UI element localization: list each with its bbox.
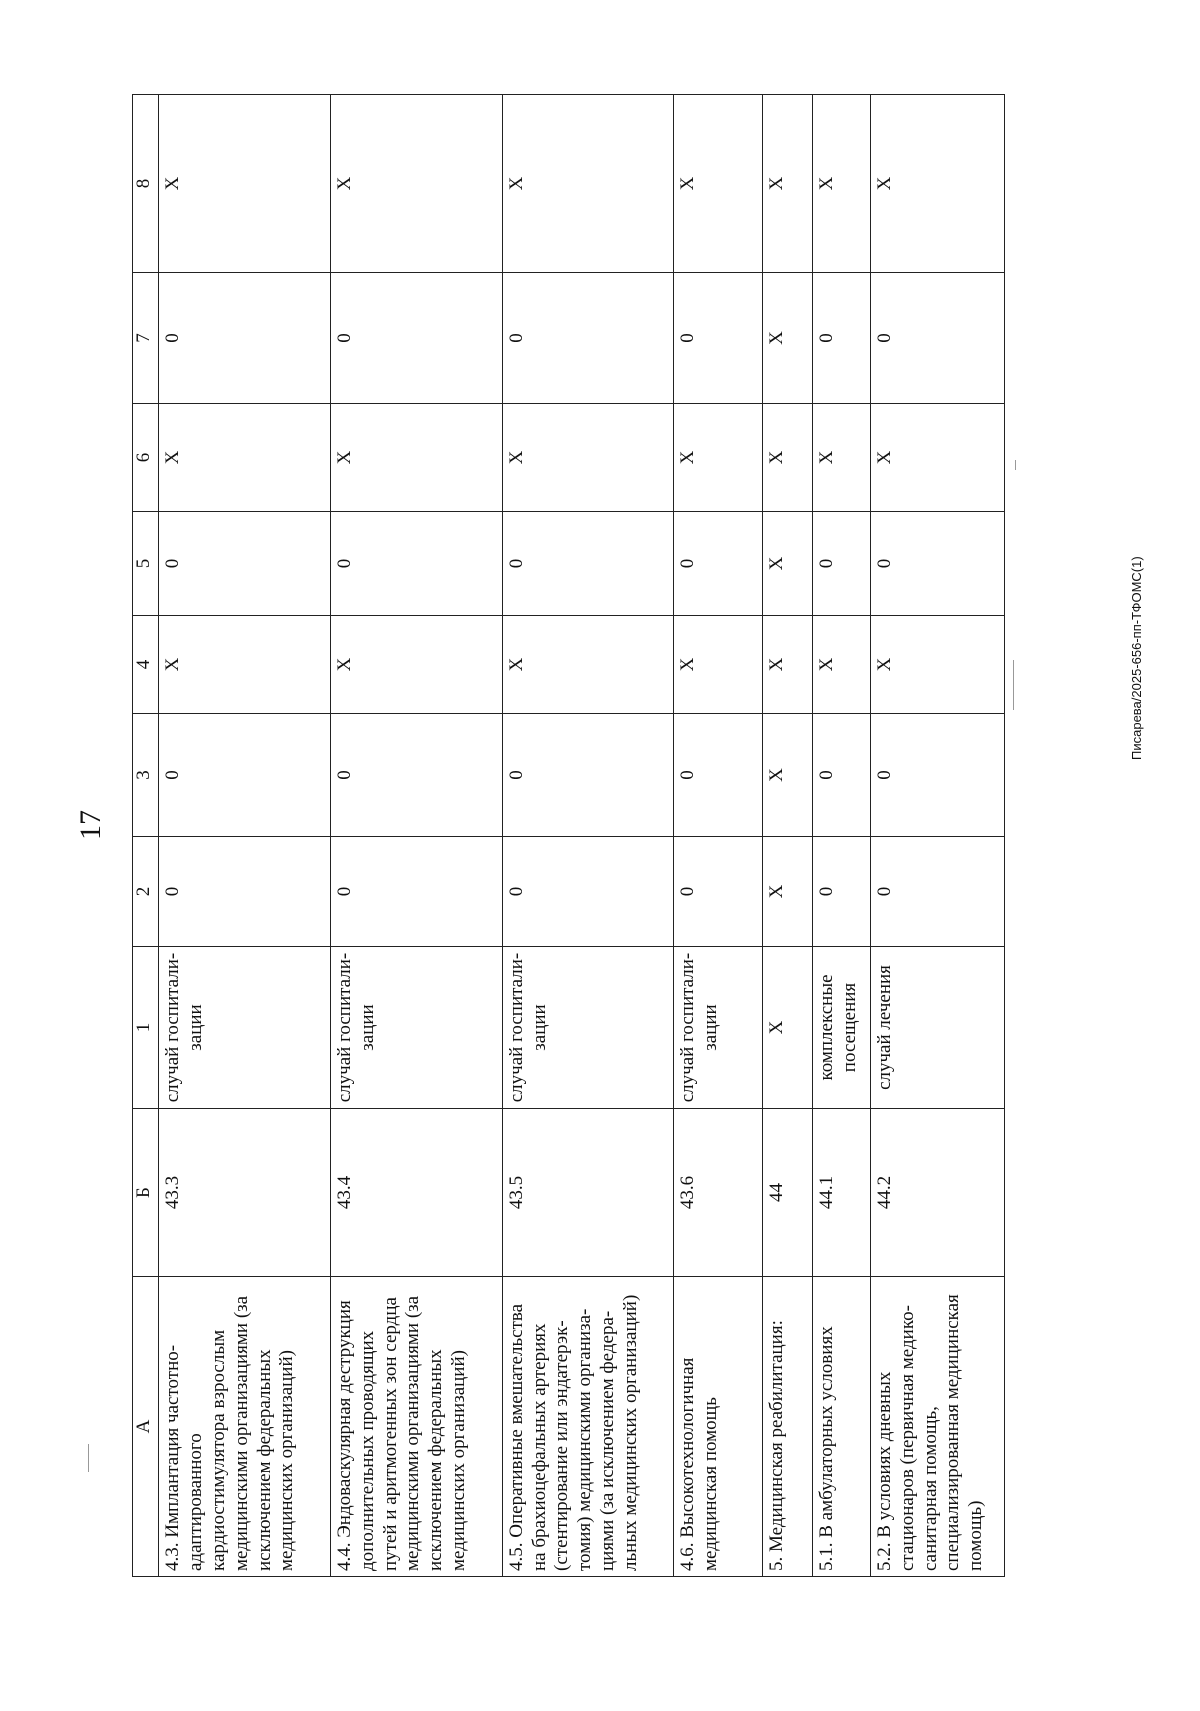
row-value: X — [762, 616, 812, 714]
row-value: X — [870, 95, 1004, 273]
row-code: 43.5 — [502, 1109, 674, 1277]
row-value: X — [674, 616, 763, 714]
row-value: 0 — [331, 837, 503, 947]
row-label: 4.3. Имплантация частотно-адаптированного кардиостимулятора взрослым медицинскими организациями (за исключением федеральных медицинских организаций) — [159, 1277, 331, 1577]
row-value: 0 — [159, 273, 331, 404]
row-label: 5. Медицинская реабилитация: — [762, 1277, 812, 1577]
row-unit: случай госпитали-зации — [159, 947, 331, 1109]
row-value: X — [331, 616, 503, 714]
row-value: X — [674, 404, 763, 512]
row-value: X — [331, 95, 503, 273]
table-row — [674, 95, 763, 1577]
row-unit: случай госпитали-зации — [331, 947, 503, 1109]
row-value: X — [159, 404, 331, 512]
row-value: 0 — [870, 837, 1004, 947]
table-row — [502, 95, 674, 1577]
table-header-cell: 5 — [133, 512, 159, 616]
row-value: X — [762, 95, 812, 273]
row-value: 0 — [502, 512, 674, 616]
row-value: X — [762, 837, 812, 947]
row-value: 0 — [502, 714, 674, 837]
row-value: 0 — [331, 714, 503, 837]
row-value: 0 — [812, 512, 870, 616]
row-label: 5.1. В амбулаторных условиях — [812, 1277, 870, 1577]
table-row — [870, 95, 1004, 1577]
row-value: 0 — [331, 273, 503, 404]
row-value: X — [502, 95, 674, 273]
row-value: 0 — [502, 837, 674, 947]
scan-mark — [1015, 460, 1016, 470]
table-row — [331, 95, 503, 1577]
row-value: X — [331, 404, 503, 512]
row-value: 0 — [159, 837, 331, 947]
rotated-table-container — [132, 95, 1005, 1577]
row-value: 0 — [812, 714, 870, 837]
row-value: X — [812, 616, 870, 714]
table-row — [812, 95, 870, 1577]
table-header-cell: Б — [133, 1109, 159, 1277]
table-header-cell: А — [133, 1277, 159, 1577]
row-value: 0 — [812, 837, 870, 947]
row-value: X — [812, 404, 870, 512]
table-header-cell: 2 — [133, 837, 159, 947]
row-value: X — [674, 95, 763, 273]
row-value: X — [870, 404, 1004, 512]
row-value: X — [762, 714, 812, 837]
table-row — [159, 95, 331, 1577]
table-header-cell: 4 — [133, 616, 159, 714]
row-value: X — [762, 404, 812, 512]
row-value: X — [159, 95, 331, 273]
row-value: 0 — [674, 512, 763, 616]
row-code: 44 — [762, 1109, 812, 1277]
row-value: X — [870, 616, 1004, 714]
row-code: 43.4 — [331, 1109, 503, 1277]
row-unit: случай госпитали-зации — [502, 947, 674, 1109]
row-value: 0 — [159, 714, 331, 837]
row-value: 0 — [159, 512, 331, 616]
row-value: 0 — [502, 273, 674, 404]
table-header-cell: 7 — [133, 273, 159, 404]
row-code: 44.1 — [812, 1109, 870, 1277]
row-unit: случай госпитали-зации — [674, 947, 763, 1109]
row-value: X — [502, 616, 674, 714]
row-value: X — [762, 273, 812, 404]
data-table — [132, 94, 1005, 1577]
row-value: 0 — [674, 273, 763, 404]
row-unit: комплексные посещения — [812, 947, 870, 1109]
row-value: 0 — [870, 512, 1004, 616]
row-value: 0 — [870, 714, 1004, 837]
row-value: 0 — [674, 837, 763, 947]
table-header-cell: 1 — [133, 947, 159, 1109]
row-value: 0 — [812, 273, 870, 404]
row-value: X — [762, 512, 812, 616]
row-value: 0 — [331, 512, 503, 616]
scan-mark — [88, 1444, 89, 1472]
table-header-cell: 8 — [133, 95, 159, 273]
scan-mark — [1013, 660, 1014, 710]
row-code: 44.2 — [870, 1109, 1004, 1277]
document-footer-code: Писарева/2025-656-пп-ТФОМС(1) — [1129, 556, 1144, 760]
table-header-row — [133, 95, 159, 1577]
row-value: X — [159, 616, 331, 714]
row-label: 5.2. В условиях дневных стационаров (первичная медико-санитарная помощь, специализированная медицинская помощь) — [870, 1277, 1004, 1577]
row-unit: случай лечения — [870, 947, 1004, 1109]
table-header-cell: 3 — [133, 714, 159, 837]
table-row — [762, 95, 812, 1577]
row-value: 0 — [870, 273, 1004, 404]
row-value: X — [812, 95, 870, 273]
row-label: 4.6. Высокотехнологичная медицинская помощь — [674, 1277, 763, 1577]
row-code: 43.6 — [674, 1109, 763, 1277]
row-code: 43.3 — [159, 1109, 331, 1277]
row-value: X — [502, 404, 674, 512]
row-unit: X — [762, 947, 812, 1109]
row-label: 4.5. Оперативные вмешательства на брахиоцефальных артериях (стентирование или эндатерэк-томия) медицинскими организа-циями (за исключением федера-льных медицинских организаций) — [502, 1277, 674, 1577]
row-label: 4.4. Эндоваскулярная деструкция дополнительных проводящих путей и аритмогенных зон сердца медицинскими организациями (за исключением федеральных медицинских организаций) — [331, 1277, 503, 1577]
page-number: 17 — [74, 810, 107, 840]
row-value: 0 — [674, 714, 763, 837]
table-header-cell: 6 — [133, 404, 159, 512]
